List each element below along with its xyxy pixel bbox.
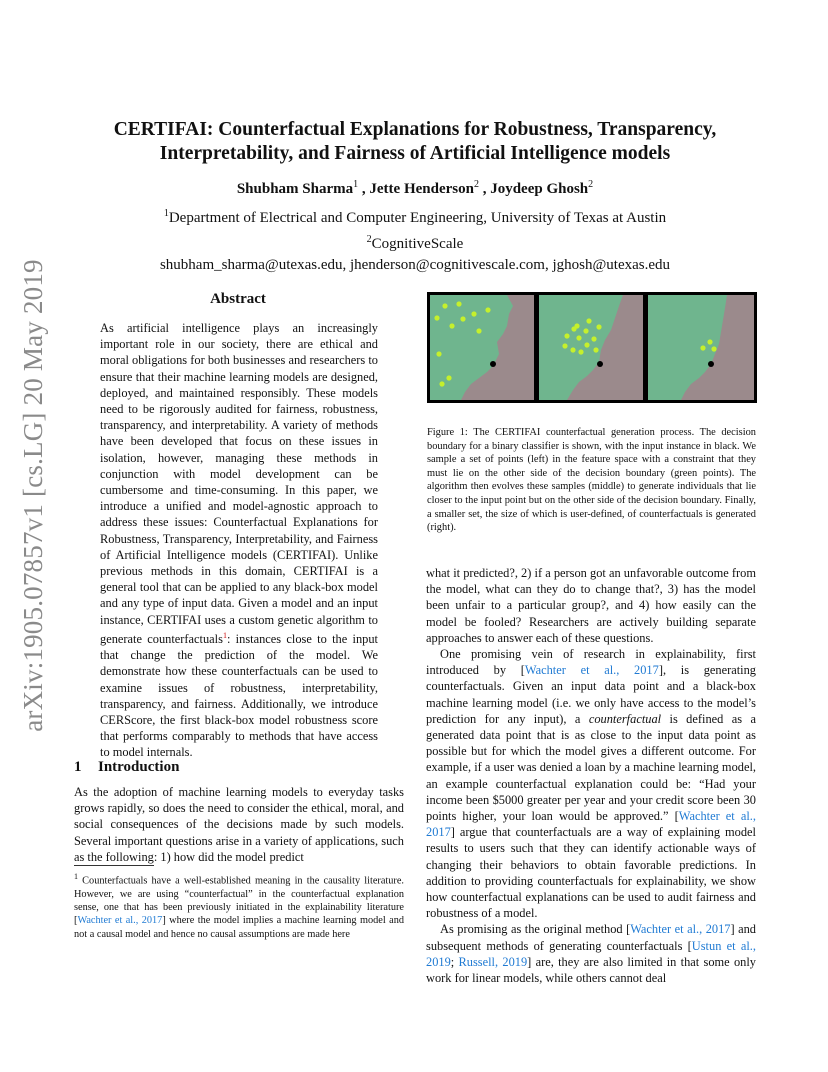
panel-left <box>430 295 534 400</box>
abstract-text: As artificial intelligence plays an increasingly important role in our society, there are ethical and moral obligations for both businesses and researchers to ensure that their machine learning models are designed, deployed, and maintained responsibly. These models need to be rigorously audited for fairness, robustness, transparency, and interpretability. A variety of methods have been developed that focus on these issues in isolation, however, managing these methods in conjunction with model development can be cumbersome and time-consuming. In this paper, we introduce a unified and model-agnostic approach to address these issues: Counterfactual Explanations for Robustness, Transparency, Interpretability, and Fairness of Artificial Intelligence models (CERTIFAI). Unlike previous methods in this domain, CERTIFAI is a general tool that can be applied to any black-box model and any type of input data. Given a model and an input instance, CERTIFAI uses a custom genetic algorithm to generate counterfactuals <box>100 321 378 646</box>
author-affil-mark: 2 <box>473 179 479 190</box>
paragraph <box>426 921 756 986</box>
author-list <box>70 179 760 198</box>
citation-link[interactable]: Wachter et al., 2017 <box>77 915 163 927</box>
author-name: Joydeep Ghosh <box>490 181 589 197</box>
figure-1-panels <box>427 292 757 403</box>
text-run: is defined as a generated data point that is as close to the input data point as possible but for which the model gives a different outcome. For example, if a user was denied a loan by a machine learning model, an example counterfactual explanation could be: “Had your income been $5000 greater per year and your credit score been 30 points higher, your loan would be approved.” [ <box>426 711 756 824</box>
panel-right <box>648 295 754 400</box>
footnote-text-cont: ] where the model implies a machine learning model and not a causal model and hence no causal assumptions are made here <box>74 915 404 940</box>
arxiv-stamp <box>8 258 58 732</box>
affiliation-mark: 1 <box>163 208 169 219</box>
arxiv-stamp-text: arXiv:1905.07857v1 [cs.LG] 20 May 2019 <box>17 258 48 732</box>
affiliations <box>70 203 760 276</box>
intro-paragraph: As the adoption of machine learning models to everyday tasks grows rapidly, so does the need to consider the ethical, moral, and social consequences of the decisions made by such models. Several important questions arise in a variety of applications, such as the following: 1) how did the model predict <box>74 785 404 864</box>
text-run: One promising vein of research in explainability, first introduced by [ <box>426 647 756 678</box>
affiliation-text: CognitiveScale <box>371 236 464 252</box>
text-run: ; <box>450 954 459 969</box>
affiliation-line <box>70 229 760 255</box>
citation-link[interactable]: Ustun et al., 2019 <box>426 938 756 969</box>
right-column <box>426 565 756 986</box>
citation-link[interactable]: Wachter et al., 2017 <box>524 663 659 678</box>
citation-link[interactable]: Wachter et al., 2017 <box>630 922 731 937</box>
author-separator: , <box>478 181 491 197</box>
author-name: Jette Henderson <box>369 181 474 197</box>
author-emails: shubham_sharma@utexas.edu, jhenderson@cognitivescale.com, jghosh@utexas.edu <box>159 257 671 273</box>
figure-1 <box>427 292 757 403</box>
author-separator: , <box>358 181 370 197</box>
text-run: ] and subsequent methods of generating counterfactuals [ <box>426 922 756 953</box>
section-title: Introduction <box>98 759 180 775</box>
paragraph: what it predicted?, 2) if a person got an unfavorable outcome from the model, what can they do to change that?, 3) has the model been unfair to a particular group?, and 4) how easily can the model be fooled? Researchers are actively building separate approaches to answer each of these questions. <box>426 566 756 645</box>
footnote <box>74 870 404 941</box>
affiliation-mark: 2 <box>366 234 372 245</box>
author-name: Shubham Sharma <box>236 181 354 197</box>
footnote-rule <box>74 865 154 866</box>
panel-middle <box>539 295 643 400</box>
affiliation-line <box>70 203 760 229</box>
input-instance <box>490 361 496 367</box>
input-instance <box>597 361 603 367</box>
text-run: ] are, they are also limited in that some only work for linear models, while others cannot deal <box>426 954 756 986</box>
footnote-text: Counterfactuals have a well-established meaning in the causality literature. However, we are using “counterfactual” in the counterfactual explanation sense, one that has been previously initiated in the explainability literature [ <box>74 875 404 927</box>
emphasis: counterfactual <box>588 711 662 726</box>
section-heading-introduction <box>74 759 179 776</box>
abstract-body <box>100 320 378 761</box>
input-instance <box>708 361 714 367</box>
text-run: ] argue that counterfactuals are a way of explaining model results to users such that they can identify actionable ways of changing their behaviors to obtain favorable predictions. In addition to providing counterfactuals for explainability, we show how counterfactual explanations can be used to audit fairness and robustness of a model. <box>426 825 756 921</box>
title-line-1: CERTIFAI: Counterfactual Explanations for Robustness, Transparency, <box>113 119 717 140</box>
abstract-heading: Abstract <box>210 291 266 307</box>
citation-link[interactable]: Russell, 2019 <box>458 954 528 969</box>
text-run: ], is generating counterfactuals. Given an input data point and a black-box machine learning model (i.e. we only have access to the model’s prediction for any input), a <box>426 663 756 726</box>
text-run: As promising as the original method [ <box>440 922 631 937</box>
affiliation-text: Department of Electrical and Computer Engineering, University of Texas at Austin <box>168 210 667 226</box>
author-affil-mark: 2 <box>588 179 594 190</box>
figure-caption: Figure 1: The CERTIFAI counterfactual generation process. The decision boundary for a binary classifier is shown, with the input instance in black. We sample a set of points (left) in the feature space with a constraint that they must lie on the other side of the decision boundary (green points). The algorithm then evolves these samples (middle) to generate individuals that lie closer to the input point but on the other side of the decision boundary. Finally, a smaller set, the size of which is user-defined, of counterfactuals is generated (right). <box>427 427 756 534</box>
author-affil-mark: 1 <box>353 179 359 190</box>
footnote-mark: 1 <box>74 872 78 881</box>
footnote-ref[interactable]: 1 <box>222 630 227 640</box>
title-line-2: Interpretability, and Fairness of Artificial Intelligence models <box>159 143 671 164</box>
section-number: 1 <box>74 759 82 775</box>
paper-title <box>70 118 760 166</box>
abstract-text-cont: : instances close to the input that change the prediction of the model. We demonstrate how these counterfactuals can be used to examine issues of robustness, interpretability, transparency, and fairness. Additionally, we introduce CERScore, the first black-box model robustness score that performs comparably to methods that have access to model internals. <box>100 631 378 760</box>
citation-link[interactable]: Wachter et al., 2017 <box>426 809 756 840</box>
paragraph <box>426 646 756 921</box>
